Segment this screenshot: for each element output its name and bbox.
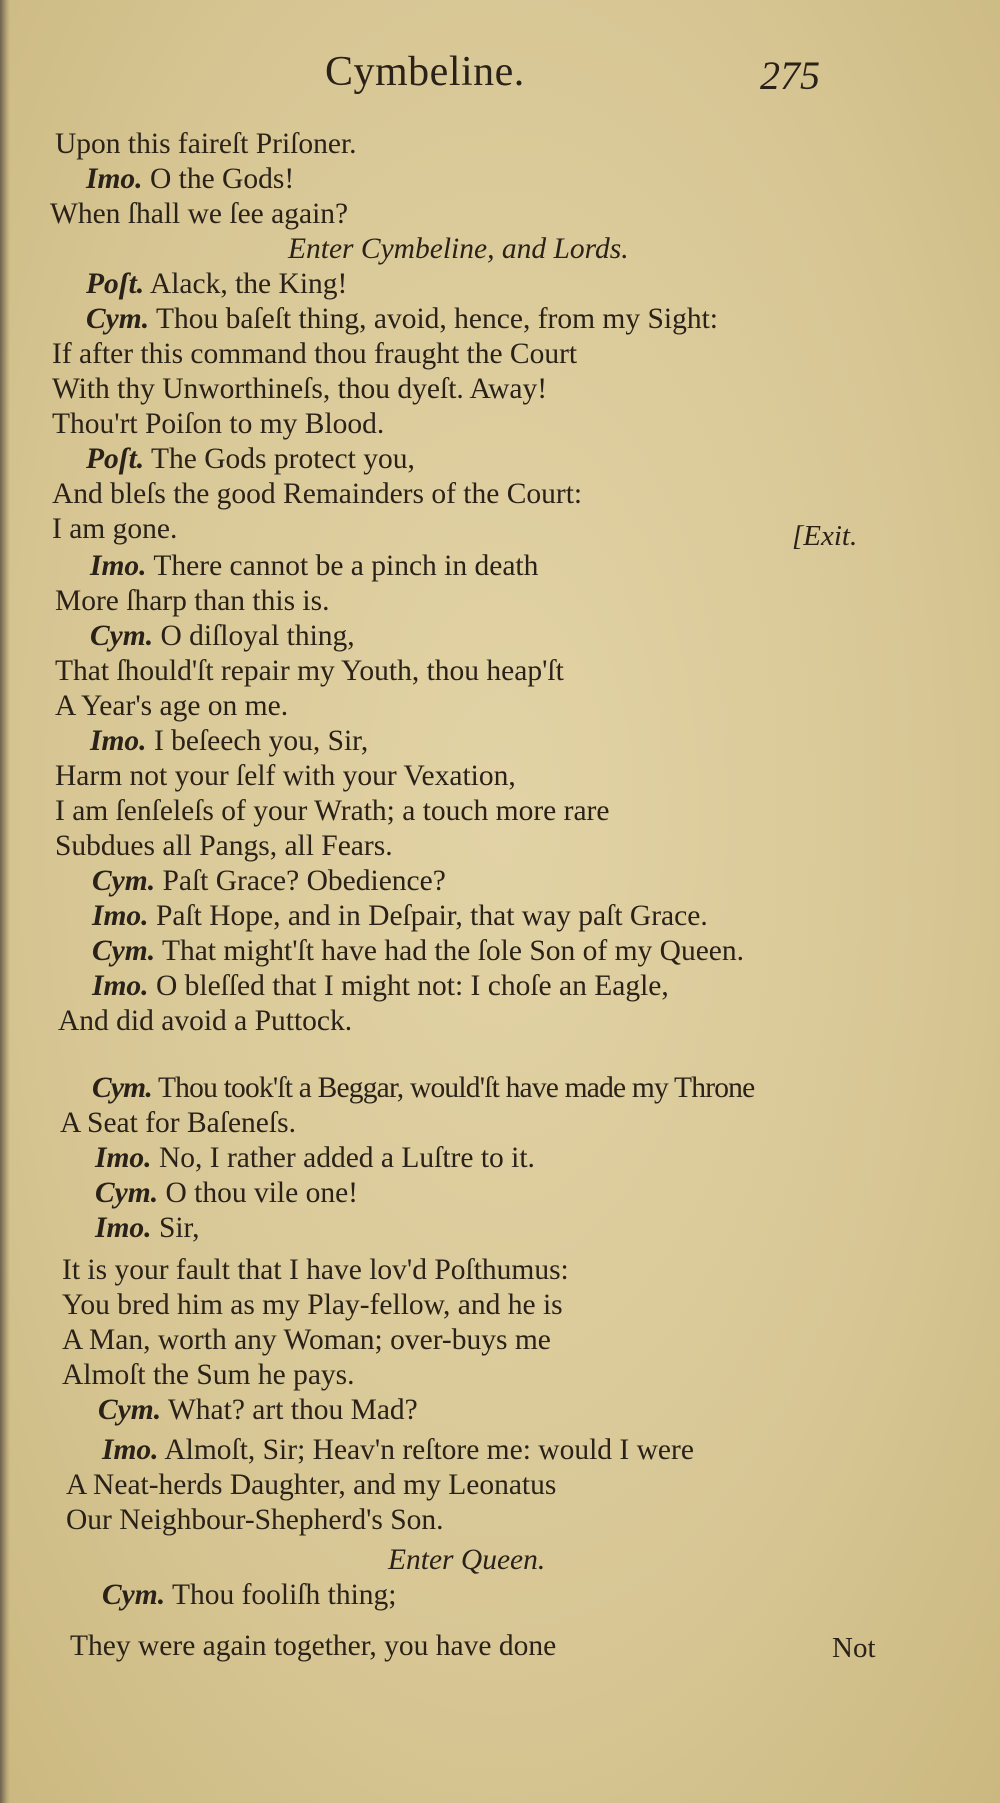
page-number: 275 [760,53,820,98]
text-line: I am ſenſeleſs of your Wrath; a touch more rare [55,795,610,827]
text-line: It is your fault that I have lov'd Poſthumus: [62,1254,569,1286]
text-line: Harm not your ſelf with your Vexation, [55,760,516,792]
speaker-label: Imo. [90,725,147,757]
text-line: A Neat-herds Daughter, and my Leonatus [66,1469,557,1501]
speaker-label: Imo. [90,550,147,582]
text-line: Cym. Thou fooliſh thing; [102,1579,397,1611]
speaker-label: Imo. [92,970,149,1002]
text-line: Upon this faireſt Priſoner. [55,128,357,160]
speaker-label: Cym. [102,1579,166,1611]
speaker-label: Cym. [92,935,156,967]
speaker-label: Cym. [98,1394,162,1426]
text-line: You bred him as my Play-fellow, and he is [62,1289,563,1321]
text-line: Cym. That might'ſt have had the ſole Son of my Queen. [92,935,745,967]
speaker-label: Imo. [95,1142,152,1174]
speaker-label: Cym. [92,865,156,897]
text-line: A Year's age on me. [55,690,289,722]
running-title: Cymbeline. [325,49,525,95]
speaker-label: Cym. [95,1177,159,1209]
text-line: Imo. Sir, [95,1212,200,1244]
text-line: Cym. Thou took'ſt a Beggar, would'ſt have made my Throne [92,1072,755,1104]
catchword: Not [832,1632,876,1664]
text-line: When ſhall we ſee again? [50,198,349,230]
speaker-label: Cym. [92,1072,152,1104]
text-line: Cym. What? art thou Mad? [98,1394,418,1426]
text-line: Cym. Paſt Grace? Obedience? [92,865,446,897]
stage-direction: Enter Cymbeline, and Lords. [288,233,629,265]
text-line: I am gone. [52,513,178,545]
text-line: They were again together, you have done [70,1630,557,1662]
speaker-label: Poſt. [86,268,145,300]
text-line: Cym. O thou vile one! [95,1177,358,1209]
text-line: And bleſs the good Remainders of the Court: [52,478,583,510]
text-line: Imo. I beſeech you, Sir, [90,725,369,757]
speaker-label: Cym. [90,620,154,652]
text-line: Imo. Paſt Hope, and in Deſpair, that way paſt Grace. [92,900,708,932]
stage-direction: Enter Queen. [388,1544,546,1576]
text-line: Imo. There cannot be a pinch in death [90,550,539,582]
text-line: Imo. O bleſſed that I might not: I choſe an Eagle, [92,970,669,1002]
text-line: Poſt. Alack, the King! [86,268,348,300]
text-line: Imo. Almoſt, Sir; Heav'n reſtore me: would I were [102,1434,694,1466]
speaker-label: Imo. [86,163,143,195]
text-line: More ſharp than this is. [55,585,330,617]
text-line: A Seat for Baſeneſs. [60,1107,296,1139]
speaker-label: Poſt. [86,443,145,475]
text-line: Cym. O diſloyal thing, [90,620,355,652]
text-line: That ſhould'ſt repair my Youth, thou heap'ſt [55,655,564,687]
speaker-label: Imo. [102,1434,159,1466]
text-line: Imo. No, I rather added a Luſtre to it. [95,1142,535,1174]
text-line: If after this command thou fraught the Court [52,338,578,370]
page-edge-shadow [0,0,10,1803]
text-line: A Man, worth any Woman; over-buys me [62,1324,551,1356]
text-line: Our Neighbour-Shepherd's Son. [66,1504,444,1536]
text-line: Subdues all Pangs, all Fears. [55,830,393,862]
speaker-label: Imo. [95,1212,152,1244]
text-line: With thy Unworthineſs, thou dyeſt. Away! [52,373,548,405]
speaker-label: Imo. [92,900,149,932]
text-line: Imo. O the Gods! [86,163,295,195]
exit-direction: [Exit. [792,520,858,552]
text-line: Almoſt the Sum he pays. [62,1359,355,1391]
text-line: And did avoid a Puttock. [58,1005,353,1037]
text-line: Cym. Thou baſeſt thing, avoid, hence, from my Sight: [86,303,718,335]
text-line: Thou'rt Poiſon to my Blood. [52,408,385,440]
text-line: Poſt. The Gods protect you, [86,443,415,475]
speaker-label: Cym. [86,303,150,335]
